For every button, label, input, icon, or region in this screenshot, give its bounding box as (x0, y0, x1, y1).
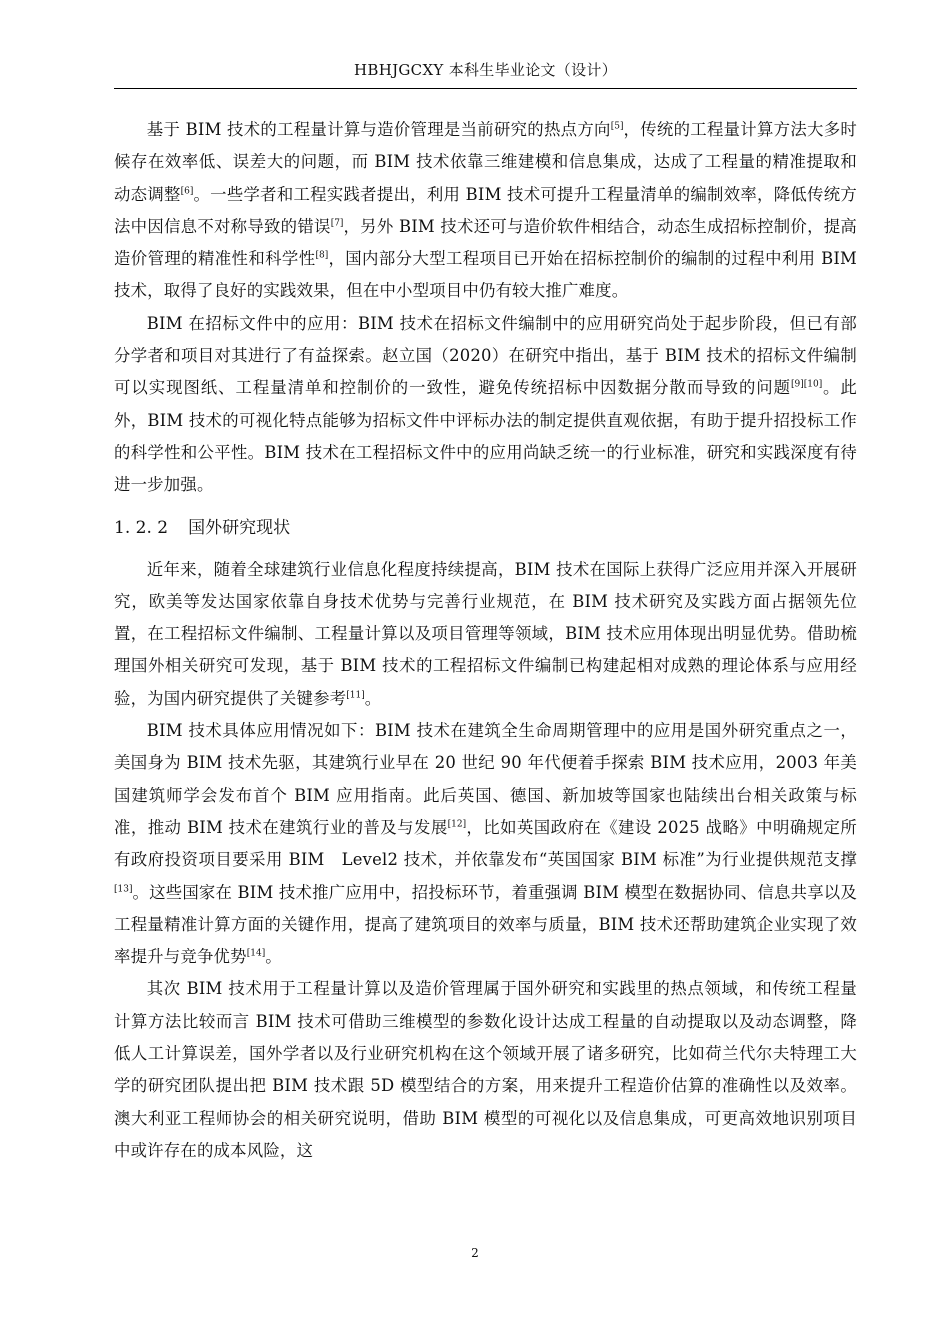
body-paragraph (114, 554, 857, 715)
paragraph-text: 。此外，BIM 技术的可视化特点能够为招标文件中评标办法的制定提供直观依据，有助于提升招投标工作的科学性和公平性。BIM 技术在工程招标文件中的应用尚缺乏统一的行业标准，研究和实践深度有待进一步加强。 (114, 378, 857, 495)
page-body (114, 114, 857, 1167)
citation-ref: [13] (114, 884, 133, 895)
paragraph-text: 。这些国家在 BIM 技术推广应用中，招投标环节，着重强调 BIM 模型在数据协同、信息共享以及工程量精准计算方面的关键作用，提高了建筑项目的效率与质量，BIM 技术还帮助建筑企业实现了效率提升与竞争优势 (114, 882, 857, 967)
citation-ref: [12] (447, 819, 467, 830)
paragraph-text: 。 (364, 688, 382, 708)
citation-ref: [6] (180, 186, 194, 197)
citation-ref: [14] (246, 948, 266, 959)
running-header: HBHJGCXY 本科生毕业论文（设计） (353, 61, 617, 79)
body-paragraph (114, 973, 857, 1167)
citation-ref: [7] (330, 218, 344, 229)
paragraph-text: 。 (265, 947, 282, 967)
paragraph-text: ，国内部分大型工程项目已开始在招标控制价的编制的过程中利用 BIM 技术，取得了良好的实践效果，但在中小型项目中仍有较大推广难度。 (114, 249, 857, 301)
paragraph-text: ，比如英国政府在《建设 2025 战略》中明确规定所有政府投资项目要采用 BIM Level2 技术，并依靠发布“英国国家 BIM 标准”为行业提供规范支撑 (114, 817, 857, 870)
body-paragraph (114, 308, 857, 502)
citation-ref: [11] (346, 690, 365, 701)
citation-ref: [8] (315, 250, 329, 261)
paragraph-text: 近年来，随着全球建筑行业信息化程度持续提高，BIM 技术在国际上获得广泛应用并深入开展研究，欧美等发达国家依靠自身技术优势与完善行业规范，在 BIM 技术研究及实践方面占据领先位置，在工程招标文件编制、工程量计算以及项目管理等领域，BIM 技术应用体现出明显优势。借助梳理国外相关研究可发现，基于 BIM 技术的工程招标文件编制已构建起相对成熟的理论体系与应用经验，为国内研究提供了关键参考 (114, 559, 857, 708)
paragraph-text: 其次 BIM 技术用于工程量计算以及造价管理属于国外研究和实践里的热点领域，和传统工程量计算方法比较而言 BIM 技术可借助三维模型的参数化设计达成工程量的自动提取以及动态调整，降低人工计算误差，国外学者以及行业研究机构在这个领域开展了诸多研究，比如荷兰代尔夫特理工大学的研究团队提出把 BIM 技术跟 5D 模型结合的方案，用来提升工程造价估算的准确性以及效率。澳大利亚工程师协会的相关研究说明，借助 BIM 模型的可视化以及信息集成，可更高效地识别项目中或许存在的成本风险，这 (114, 979, 857, 1160)
page-number: 2 (471, 1246, 479, 1260)
section-heading (114, 508, 857, 548)
section-number: 1. 2. 2 (114, 517, 169, 538)
paragraph-text: BIM 在招标文件中的应用：BIM 技术在招标文件编制中的应用研究尚处于起步阶段，但已有部分学者和项目对其进行了有益探索。赵立国（2020）在研究中指出，基于 BIM 技术的招标文件编制可以实现图纸、工程量清单和控制价的一致性，避免传统招标中因数据分散而导致的问题 (114, 313, 857, 398)
paragraph-text: BIM 技术具体应用情况如下：BIM 技术在建筑全生命周期管理中的应用是国外研究重点之一，美国身为 BIM 技术先驱，其建筑行业早在 20 世纪 90 年代便着手探索 BIM 技术应用，2003 年美国建筑师学会发布首个 BIM 应用指南。此后英国、德国、新加坡等国家也陆续出台相关政策与标准，推动 BIM 技术在建筑行业的普及与发展 (114, 721, 857, 837)
paragraph-text: ，另外 BIM 技术还可与造价软件相结合，动态生成招标控制价，提高造价管理的精准性和科学性 (114, 216, 857, 269)
section-title: 国外研究现状 (188, 517, 291, 538)
paragraph-text: ，传统的工程量计算方法大多时候存在效率低、误差大的问题，而 BIM 技术依靠三维建模和信息集成，达成了工程量的精准提取和动态调整 (114, 120, 857, 204)
header-rule (114, 88, 857, 89)
citation-ref: [5] (610, 121, 624, 132)
citation-ref: [9][10] (791, 379, 823, 390)
body-paragraph (114, 114, 857, 308)
paragraph-text: 。一些学者和工程实践者提出，利用 BIM 技术可提升工程量清单的编制效率，降低传统方法中因信息不对称导致的错误 (114, 184, 857, 236)
paragraph-text: 基于 BIM 技术的工程量计算与造价管理是当前研究的热点方向 (146, 120, 611, 139)
body-paragraph (114, 715, 857, 973)
